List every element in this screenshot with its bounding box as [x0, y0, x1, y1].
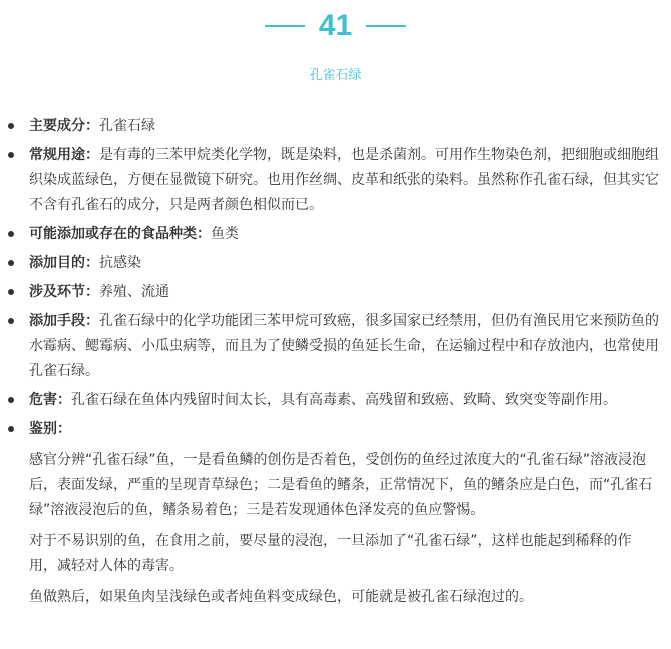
item-label: 可能添加或存在的食品种类：: [29, 226, 211, 242]
item-label: 添加手段：: [29, 313, 99, 329]
item-label: 常规用途：: [29, 147, 99, 163]
info-item-usage: [0, 143, 671, 218]
item-text: 孔雀石绿中的化学功能团三苯甲烷可致癌，很多国家已经禁用，但仍有渔民用它来预防鱼的水霉病、鳃霉病、小瓜虫病等，而且为了使鳞受损的鱼延长生命，在运输过程中和存放池内，也常使用孔雀石绿。: [29, 313, 659, 379]
bullet-icon: [8, 152, 14, 158]
info-item-method: [0, 309, 671, 384]
item-text: 是有毒的三苯甲烷类化学物，既是染料，也是杀菌剂。可用作生物染色剂，把细胞或细胞组织染成蓝绿色，方便在显微镜下研究。也用作丝绸、皮革和纸张的染料。虽然称作孔雀石绿，但其实它不含有孔雀石的成分，只是两者颜色相似而已。: [29, 147, 659, 213]
info-item-food-types: [0, 222, 671, 247]
info-item-stages: [0, 280, 671, 305]
info-list: [0, 114, 671, 616]
item-text: 鱼类: [211, 226, 239, 242]
item-text: 孔雀石绿在鱼体内残留时间太长，具有高毒素、高残留和致癌、致畸、致突变等副作用。: [71, 392, 617, 408]
item-text: 养殖、流通: [99, 284, 169, 300]
item-text: 孔雀石绿: [99, 118, 155, 134]
header-right-rule: [366, 25, 406, 27]
bullet-icon: [8, 318, 14, 324]
info-item-ingredient: [0, 114, 671, 139]
item-label: 危害：: [29, 392, 71, 408]
identification-paragraph: 对于不易识别的鱼，在食用之前，要尽量的浸泡，一旦添加了“孔雀石绿”，这样也能起到稀释的作用，减轻对人体的毒害。: [29, 533, 632, 574]
bullet-icon: [8, 426, 14, 432]
item-label: 鉴别：: [29, 421, 71, 437]
bullet-icon: [8, 289, 14, 295]
bullet-icon: [8, 231, 14, 237]
identification-paragraph: 鱼做熟后，如果鱼肉呈浅绿色或者炖鱼料变成绿色，可能就是被孔雀石绿泡过的。: [29, 589, 533, 605]
item-label: 涉及环节：: [29, 284, 99, 300]
info-item-identification: [0, 417, 671, 610]
info-item-purpose: [0, 251, 671, 276]
header-left-rule: [265, 25, 305, 27]
section-number: 41: [318, 9, 353, 42]
item-text: 抗感染: [99, 255, 141, 271]
bullet-icon: [8, 260, 14, 266]
identification-paragraph: 感官分辨“孔雀石绿”鱼，一是看鱼鳞的创伤是否着色，受创伤的鱼经过浓度大的“孔雀石绿”溶液浸泡后，表面发绿，严重的呈现青草绿色；二是看鱼的鳍条，正常情况下，鱼的鳍条应是白色，而“孔雀石绿”溶液浸泡后的鱼，鳍条易着色；三是若发现通体色泽发亮的鱼应警惕。: [29, 452, 653, 518]
item-label: 主要成分：: [29, 118, 99, 134]
bullet-icon: [8, 123, 14, 129]
section-header: [0, 8, 671, 44]
info-item-hazard: [0, 388, 671, 413]
item-label: 添加目的：: [29, 255, 99, 271]
bullet-icon: [8, 397, 14, 403]
section-title: 孔雀石绿: [309, 68, 362, 83]
